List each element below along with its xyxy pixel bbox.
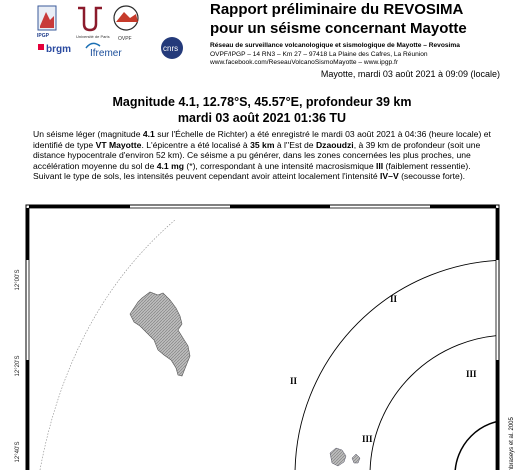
event-headline xyxy=(0,94,524,126)
organization-info xyxy=(210,42,460,68)
desc-event-type: VT Mayotte xyxy=(95,139,142,150)
desc-distance: 35 km xyxy=(250,139,275,150)
map-canvas xyxy=(0,200,524,470)
web-links: www.facebook.com/ReseauVolcanoSismoMayotte – www.ipgp.fr xyxy=(210,59,399,67)
ring-label-iii-right: III xyxy=(466,369,477,379)
address: OVPF/IPGP – 14 RN3 – Km 27 – 97418 La Plaine des Cafres, La Réunion xyxy=(210,50,428,58)
svg-text:Ifremer: Ifremer xyxy=(90,48,122,59)
lat-label-12-20: 12°20'S xyxy=(15,355,21,377)
partner-logos xyxy=(34,0,204,66)
desc-town: Dzaoudzi xyxy=(315,139,354,150)
desc-text-8: (secousse forte). xyxy=(398,171,466,182)
svg-text:cnrs: cnrs xyxy=(163,44,179,53)
svg-text:Université de Paris: Université de Paris xyxy=(76,34,110,39)
report-title xyxy=(210,0,467,38)
desc-text-5: , à 39 km de profondeur (soit une distance hypocentrale d'environ 52 km). Ce séisme a pu générer, dans les zones concernées les plus proches, une accélération moyenne du sol de xyxy=(33,139,481,171)
network-name: Réseau de surveillance volcanologique et sismologique de Mayotte – Revosima xyxy=(210,42,460,49)
report-title-line1: Rapport préliminaire du REVOSIMA xyxy=(210,1,464,18)
intensity-map xyxy=(0,200,524,470)
desc-text-7: (faiblement ressentie). Suivant le type de sols, les intensités peuvent cependant avoir atteint localement l'intensité xyxy=(33,160,471,182)
desc-text-1: Un séisme léger (magnitude xyxy=(33,129,143,139)
desc-text-3: . L'épicentre a été localisé à xyxy=(141,139,251,150)
latitude-labels xyxy=(15,270,21,463)
desc-intensity-max: IV–V xyxy=(380,171,399,182)
lat-label-12-40: 12°40'S xyxy=(15,441,21,463)
desc-magnitude: 4.1 xyxy=(142,129,155,139)
event-datetime: mardi 03 août 2021 01:36 TU xyxy=(177,111,347,125)
map-credit: mbraseys et al. 2005 xyxy=(509,417,515,470)
logo-group xyxy=(34,0,204,66)
ipgp-logo xyxy=(37,6,56,39)
svg-text:brgm: brgm xyxy=(46,44,71,55)
report-dateline: Mayotte, mardi 03 août 2021 à 09:09 (locale) xyxy=(320,69,500,79)
ring-label-ii-upper: II xyxy=(390,294,398,304)
universite-logo xyxy=(76,8,110,39)
ovpf-logo xyxy=(114,6,138,42)
desc-text-2: sur l'Échelle de Richter) a été enregistré le mardi 03 août 2021 à 04:36 (heure locale) et identifié de type xyxy=(33,129,491,150)
map-frame xyxy=(26,205,499,470)
svg-text:OVPF: OVPF xyxy=(118,36,132,42)
event-description xyxy=(33,129,495,182)
event-magnitude-location: Magnitude 4.1, 12.78°S, 45.57°E, profondeur 39 km xyxy=(112,95,412,109)
cnrs-logo xyxy=(161,37,183,59)
desc-text-6: (*), correspondant à une intensité macrosismique xyxy=(183,160,376,171)
ring-label-ii-lower: II xyxy=(290,376,298,386)
desc-intensity: III xyxy=(376,160,384,171)
desc-text-4: à l''Est de xyxy=(274,139,316,150)
svg-text:IPGP: IPGP xyxy=(37,33,49,39)
report-title-line2: pour un séisme concernant Mayotte xyxy=(210,20,467,37)
ifremer-logo xyxy=(86,43,122,59)
ring-label-iii-left: III xyxy=(362,434,373,444)
desc-acceleration: 4.1 mg xyxy=(156,160,184,171)
brgm-logo xyxy=(38,44,71,55)
lat-label-12-00: 12°00'S xyxy=(15,269,21,291)
